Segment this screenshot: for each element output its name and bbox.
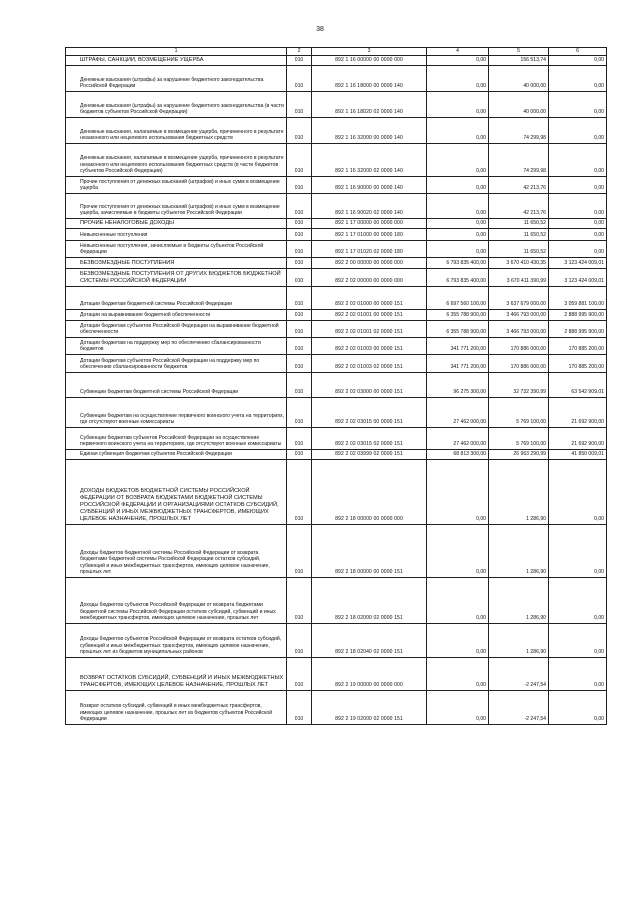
row-executed-cell: 3 466 793 000,00 bbox=[489, 310, 549, 321]
row-unexecuted-cell: 3 059 881 100,00 bbox=[549, 287, 607, 310]
row-executed-cell: 11 650,52 bbox=[489, 241, 549, 258]
row-unexecuted-cell: 21 692 900,00 bbox=[549, 398, 607, 428]
row-line-code-cell: 010 bbox=[287, 373, 312, 398]
table-header bbox=[66, 48, 607, 56]
row-line-code-cell: 010 bbox=[287, 691, 312, 725]
table-row bbox=[66, 92, 607, 118]
row-approved-cell: 0,00 bbox=[427, 658, 489, 691]
row-line-code-cell: 010 bbox=[287, 144, 312, 177]
table-row bbox=[66, 56, 607, 66]
row-name-cell: Доходы бюджетов субъектов Российской Федерации от возврата бюджетами бюджетной системы Российской Федерации остатков субсидий, субвенций и иных межбюджетных трансфертов, имеющих целевое назначение, прошлых лет bbox=[66, 578, 287, 624]
row-unexecuted-cell: 0,00 bbox=[549, 177, 607, 194]
column-header: 1 bbox=[66, 48, 287, 56]
row-unexecuted-cell: 0,00 bbox=[549, 144, 607, 177]
row-name-cell: БЕЗВОЗМЕЗДНЫЕ ПОСТУПЛЕНИЯ ОТ ДРУГИХ БЮДЖЕТОВ БЮДЖЕТНОЙ СИСТЕМЫ РОССИЙСКОЙ ФЕДЕРАЦИИ bbox=[66, 269, 287, 287]
row-executed-cell: 11 650,52 bbox=[489, 219, 549, 229]
row-classification-code-cell: 892 1 17 01000 00 0000 180 bbox=[312, 229, 427, 241]
row-classification-code-cell: 892 2 02 01001 00 0000 151 bbox=[312, 310, 427, 321]
row-line-code-cell: 010 bbox=[287, 321, 312, 338]
row-approved-cell: 0,00 bbox=[427, 460, 489, 525]
row-name-cell: Дотации бюджетам бюджетной системы Российской Федерации bbox=[66, 287, 287, 310]
row-approved-cell: 27 462 000,00 bbox=[427, 398, 489, 428]
table-row bbox=[66, 144, 607, 177]
row-approved-cell: 6 793 835 400,00 bbox=[427, 258, 489, 269]
table-row bbox=[66, 194, 607, 219]
row-classification-code-cell: 892 1 16 32000 00 0000 140 bbox=[312, 118, 427, 144]
row-name-cell: Прочие поступления от денежных взысканий (штрафов) и иных сумм в возмещение ущерба bbox=[66, 177, 287, 194]
row-line-code-cell: 010 bbox=[287, 258, 312, 269]
row-executed-cell: 3 670 410 430,35 bbox=[489, 258, 549, 269]
row-classification-code-cell: 892 2 19 02000 02 0000 151 bbox=[312, 691, 427, 725]
row-executed-cell: 170 886 000,00 bbox=[489, 355, 549, 373]
row-classification-code-cell: 892 2 02 03015 00 0000 151 bbox=[312, 398, 427, 428]
row-unexecuted-cell: 2 888 995 900,00 bbox=[549, 310, 607, 321]
row-classification-code-cell: 892 2 02 03015 02 0000 151 bbox=[312, 428, 427, 450]
row-executed-cell: 40 000,00 bbox=[489, 92, 549, 118]
table-row bbox=[66, 321, 607, 338]
row-unexecuted-cell: 170 885 200,00 bbox=[549, 338, 607, 355]
row-approved-cell: 0,00 bbox=[427, 525, 489, 578]
row-name-cell: Денежные взыскания, налагаемые в возмещение ущерба, причиненного в результате незаконного или нецелевого использования бюджетных средств (в части бюджетов субъектов Российской Федерации) bbox=[66, 144, 287, 177]
row-classification-code-cell: 892 2 02 01003 00 0000 151 bbox=[312, 338, 427, 355]
row-executed-cell: 1 286,90 bbox=[489, 578, 549, 624]
column-header: 4 bbox=[427, 48, 489, 56]
table-row bbox=[66, 525, 607, 578]
table-row bbox=[66, 229, 607, 241]
row-name-cell: Субвенции бюджетам субъектов Российской Федерации на осуществление первичного воинского учета на территориях, где отсутствуют военные комиссариаты bbox=[66, 428, 287, 450]
row-name-cell: Дотации бюджетам субъектов Российской Федерации на выравнивание бюджетной обеспеченности bbox=[66, 321, 287, 338]
column-header: 3 bbox=[312, 48, 427, 56]
table-row bbox=[66, 373, 607, 398]
row-name-cell: Единая субвенция бюджетам субъектов Российской Федерации bbox=[66, 450, 287, 460]
table-row bbox=[66, 258, 607, 269]
row-approved-cell: 341 771 200,00 bbox=[427, 338, 489, 355]
row-approved-cell: 0,00 bbox=[427, 92, 489, 118]
row-line-code-cell: 010 bbox=[287, 460, 312, 525]
column-header: 2 bbox=[287, 48, 312, 56]
row-classification-code-cell: 892 2 18 00000 00 0000 000 bbox=[312, 460, 427, 525]
row-line-code-cell: 010 bbox=[287, 287, 312, 310]
table-row bbox=[66, 398, 607, 428]
row-unexecuted-cell: 3 123 424 009,01 bbox=[549, 269, 607, 287]
revenue-table bbox=[65, 47, 607, 725]
row-classification-code-cell: 892 2 02 03999 02 0000 151 bbox=[312, 450, 427, 460]
row-line-code-cell: 010 bbox=[287, 194, 312, 219]
table-row bbox=[66, 691, 607, 725]
table-row bbox=[66, 658, 607, 691]
row-approved-cell: 341 771 200,00 bbox=[427, 355, 489, 373]
row-unexecuted-cell: 0,00 bbox=[549, 118, 607, 144]
row-approved-cell: 6 793 835 400,00 bbox=[427, 269, 489, 287]
row-executed-cell: 32 732 390,99 bbox=[489, 373, 549, 398]
row-unexecuted-cell: 63 542 909,01 bbox=[549, 373, 607, 398]
row-line-code-cell: 010 bbox=[287, 355, 312, 373]
row-executed-cell: 3 670 411 390,99 bbox=[489, 269, 549, 287]
table-row bbox=[66, 310, 607, 321]
row-line-code-cell: 010 bbox=[287, 428, 312, 450]
table-row bbox=[66, 177, 607, 194]
row-name-cell: Дотации бюджетам на поддержку мер по обеспечению сбалансированности бюджетов bbox=[66, 338, 287, 355]
row-name-cell: Невыясненные поступления bbox=[66, 229, 287, 241]
table-row bbox=[66, 578, 607, 624]
row-executed-cell: 74 299,98 bbox=[489, 118, 549, 144]
row-classification-code-cell: 892 1 17 01020 02 0000 180 bbox=[312, 241, 427, 258]
column-header: 6 bbox=[549, 48, 607, 56]
row-unexecuted-cell: 0,00 bbox=[549, 691, 607, 725]
row-line-code-cell: 010 bbox=[287, 578, 312, 624]
row-name-cell: Дотации на выравнивание бюджетной обеспеченности bbox=[66, 310, 287, 321]
row-name-cell: Субвенции бюджетам бюджетной системы Российской Федерации bbox=[66, 373, 287, 398]
row-name-cell: Денежные взыскания (штрафы) за нарушение бюджетного законодательства Российской Федерации bbox=[66, 66, 287, 92]
row-approved-cell: 0,00 bbox=[427, 56, 489, 66]
row-unexecuted-cell: 0,00 bbox=[549, 460, 607, 525]
row-line-code-cell: 010 bbox=[287, 92, 312, 118]
row-executed-cell: 42 213,76 bbox=[489, 194, 549, 219]
row-line-code-cell: 010 bbox=[287, 66, 312, 92]
row-unexecuted-cell: 2 888 995 900,00 bbox=[549, 321, 607, 338]
row-line-code-cell: 010 bbox=[287, 398, 312, 428]
row-classification-code-cell: 892 2 02 00000 00 0000 000 bbox=[312, 269, 427, 287]
row-approved-cell: 0,00 bbox=[427, 66, 489, 92]
row-classification-code-cell: 892 1 16 32000 02 0000 140 bbox=[312, 144, 427, 177]
row-approved-cell: 0,00 bbox=[427, 118, 489, 144]
row-executed-cell: 1 286,90 bbox=[489, 460, 549, 525]
row-approved-cell: 0,00 bbox=[427, 241, 489, 258]
row-executed-cell: 74 299,98 bbox=[489, 144, 549, 177]
row-executed-cell: 3 466 793 000,00 bbox=[489, 321, 549, 338]
row-approved-cell: 0,00 bbox=[427, 219, 489, 229]
row-name-cell: Денежные взыскания, налагаемые в возмещение ущерба, причиненного в результате незаконного или нецелевого использования бюджетных средств bbox=[66, 118, 287, 144]
row-unexecuted-cell: 0,00 bbox=[549, 624, 607, 658]
row-executed-cell: 170 886 000,00 bbox=[489, 338, 549, 355]
row-unexecuted-cell: 0,00 bbox=[549, 56, 607, 66]
row-unexecuted-cell: 0,00 bbox=[549, 194, 607, 219]
table-row bbox=[66, 355, 607, 373]
row-line-code-cell: 010 bbox=[287, 177, 312, 194]
row-executed-cell: 156 513,74 bbox=[489, 56, 549, 66]
row-unexecuted-cell: 3 123 424 009,01 bbox=[549, 258, 607, 269]
row-approved-cell: 0,00 bbox=[427, 144, 489, 177]
row-name-cell: ВОЗВРАТ ОСТАТКОВ СУБСИДИЙ, СУБВЕНЦИЙ И ИНЫХ МЕЖБЮДЖЕТНЫХ ТРАНСФЕРТОВ, ИМЕЮЩИХ ЦЕЛЕВОЕ НАЗНАЧЕНИЕ, ПРОШЛЫХ ЛЕТ bbox=[66, 658, 287, 691]
row-name-cell: Невыясненные поступления, зачисляемые в бюджеты субъектов Российской Федерации bbox=[66, 241, 287, 258]
row-classification-code-cell: 892 2 19 00000 00 0000 000 bbox=[312, 658, 427, 691]
row-classification-code-cell: 892 1 16 90020 02 0000 140 bbox=[312, 194, 427, 219]
row-classification-code-cell: 892 1 16 18000 00 0000 140 bbox=[312, 66, 427, 92]
row-approved-cell: 96 275 300,00 bbox=[427, 373, 489, 398]
row-classification-code-cell: 892 2 18 00000 00 0000 151 bbox=[312, 525, 427, 578]
row-classification-code-cell: 892 1 17 00000 00 0000 000 bbox=[312, 219, 427, 229]
page-number: 38 bbox=[316, 26, 324, 33]
row-executed-cell: 1 286,90 bbox=[489, 624, 549, 658]
row-approved-cell: 68 813 300,00 bbox=[427, 450, 489, 460]
table-row bbox=[66, 118, 607, 144]
row-executed-cell: 1 286,90 bbox=[489, 525, 549, 578]
row-name-cell: Возврат остатков субсидий, субвенций и иных межбюджетных трансфертов, имеющих целевое назначение, прошлых лет из бюджетов субъектов Российской Федерации bbox=[66, 691, 287, 725]
row-name-cell: БЕЗВОЗМЕЗДНЫЕ ПОСТУПЛЕНИЯ bbox=[66, 258, 287, 269]
row-name-cell: ПРОЧИЕ НЕНАЛОГОВЫЕ ДОХОДЫ bbox=[66, 219, 287, 229]
row-approved-cell: 0,00 bbox=[427, 624, 489, 658]
row-classification-code-cell: 892 2 02 01001 02 0000 151 bbox=[312, 321, 427, 338]
row-unexecuted-cell: 0,00 bbox=[549, 241, 607, 258]
row-name-cell: Доходы бюджетов бюджетной системы Российской Федерации от возврата бюджетами бюджетной системы Российской Федерации остатков субсидий, субвенций и иных межбюджетных трансфертов, имеющих целевое назначение, прошлых лет bbox=[66, 525, 287, 578]
row-unexecuted-cell: 0,00 bbox=[549, 92, 607, 118]
row-unexecuted-cell: 0,00 bbox=[549, 658, 607, 691]
row-unexecuted-cell: 170 885 200,00 bbox=[549, 355, 607, 373]
row-classification-code-cell: 892 2 02 01003 02 0000 151 bbox=[312, 355, 427, 373]
row-approved-cell: 0,00 bbox=[427, 578, 489, 624]
row-executed-cell: 11 650,52 bbox=[489, 229, 549, 241]
row-line-code-cell: 010 bbox=[287, 338, 312, 355]
row-approved-cell: 6 355 788 900,00 bbox=[427, 321, 489, 338]
row-classification-code-cell: 892 1 16 90000 00 0000 140 bbox=[312, 177, 427, 194]
row-line-code-cell: 010 bbox=[287, 118, 312, 144]
row-line-code-cell: 010 bbox=[287, 658, 312, 691]
row-executed-cell: 5 769 100,00 bbox=[489, 428, 549, 450]
row-unexecuted-cell: 41 850 009,01 bbox=[549, 450, 607, 460]
row-executed-cell: 42 213,76 bbox=[489, 177, 549, 194]
row-classification-code-cell: 892 2 18 02040 02 0000 151 bbox=[312, 624, 427, 658]
row-name-cell: Прочие поступления от денежных взысканий (штрафов) и иных сумм в возмещение ущерба, зачисляемые в бюджеты субъектов Российской Федерации bbox=[66, 194, 287, 219]
row-line-code-cell: 010 bbox=[287, 310, 312, 321]
row-executed-cell: -2 247,54 bbox=[489, 691, 549, 725]
row-unexecuted-cell: 0,00 bbox=[549, 229, 607, 241]
row-line-code-cell: 010 bbox=[287, 525, 312, 578]
row-line-code-cell: 010 bbox=[287, 624, 312, 658]
row-unexecuted-cell: 0,00 bbox=[549, 219, 607, 229]
row-approved-cell: 0,00 bbox=[427, 691, 489, 725]
row-approved-cell: 27 462 000,00 bbox=[427, 428, 489, 450]
row-line-code-cell: 010 bbox=[287, 219, 312, 229]
row-line-code-cell: 010 bbox=[287, 229, 312, 241]
table-row bbox=[66, 428, 607, 450]
row-approved-cell: 0,00 bbox=[427, 194, 489, 219]
table-row bbox=[66, 460, 607, 525]
row-executed-cell: 40 000,00 bbox=[489, 66, 549, 92]
row-executed-cell: 3 637 679 000,00 bbox=[489, 287, 549, 310]
row-approved-cell: 0,00 bbox=[427, 177, 489, 194]
row-unexecuted-cell: 0,00 bbox=[549, 525, 607, 578]
table-row bbox=[66, 450, 607, 460]
row-name-cell: Субвенции бюджетам на осуществление первичного воинского учета на территориях, где отсутствуют военные комиссариаты bbox=[66, 398, 287, 428]
table-body bbox=[66, 56, 607, 725]
row-approved-cell: 0,00 bbox=[427, 229, 489, 241]
row-classification-code-cell: 892 2 02 01000 00 0000 151 bbox=[312, 287, 427, 310]
table-row bbox=[66, 66, 607, 92]
row-name-cell: Денежные взыскания (штрафы) за нарушение бюджетного законодательства (в части бюджетов субъектов Российской Федерации) bbox=[66, 92, 287, 118]
row-unexecuted-cell: 0,00 bbox=[549, 578, 607, 624]
row-line-code-cell: 010 bbox=[287, 56, 312, 66]
row-line-code-cell: 010 bbox=[287, 241, 312, 258]
row-line-code-cell: 010 bbox=[287, 269, 312, 287]
row-classification-code-cell: 892 1 16 00000 00 0000 000 bbox=[312, 56, 427, 66]
row-classification-code-cell: 892 2 18 02000 02 0000 151 bbox=[312, 578, 427, 624]
row-executed-cell: 26 963 290,99 bbox=[489, 450, 549, 460]
row-unexecuted-cell: 21 692 900,00 bbox=[549, 428, 607, 450]
table-row bbox=[66, 624, 607, 658]
row-executed-cell: -2 247,54 bbox=[489, 658, 549, 691]
column-header: 5 bbox=[489, 48, 549, 56]
row-name-cell: Доходы бюджетов субъектов Российской Федерации от возврата остатков субсидий, субвенций и иных межбюджетных трансфертов, имеющих целевое назначение, прошлых лет из бюджетов муниципальных районов bbox=[66, 624, 287, 658]
row-classification-code-cell: 892 1 16 18020 02 0000 140 bbox=[312, 92, 427, 118]
row-classification-code-cell: 892 2 02 03000 00 0000 151 bbox=[312, 373, 427, 398]
row-unexecuted-cell: 0,00 bbox=[549, 66, 607, 92]
table-row bbox=[66, 269, 607, 287]
row-approved-cell: 6 355 788 900,00 bbox=[427, 310, 489, 321]
row-name-cell: Дотации бюджетам субъектов Российской Федерации на поддержку мер по обеспечению сбалансированности бюджетов bbox=[66, 355, 287, 373]
row-executed-cell: 5 769 100,00 bbox=[489, 398, 549, 428]
row-name-cell: ШТРАФЫ, САНКЦИИ, ВОЗМЕЩЕНИЕ УЩЕРБА bbox=[66, 56, 287, 66]
table-row bbox=[66, 338, 607, 355]
row-classification-code-cell: 892 2 00 00000 00 0000 000 bbox=[312, 258, 427, 269]
row-line-code-cell: 010 bbox=[287, 450, 312, 460]
table-row bbox=[66, 287, 607, 310]
table-row bbox=[66, 219, 607, 229]
row-name-cell: ДОХОДЫ БЮДЖЕТОВ БЮДЖЕТНОЙ СИСТЕМЫ РОССИЙСКОЙ ФЕДЕРАЦИИ ОТ ВОЗВРАТА БЮДЖЕТАМИ БЮДЖЕТНОЙ СИСТЕМЫ РОССИЙСКОЙ ФЕДЕРАЦИИ И ОРГАНИЗАЦИЯМИ ОСТАТКОВ СУБСИДИЙ, СУБВЕНЦИЙ И ИНЫХ МЕЖБЮДЖЕТНЫХ ТРАНСФЕРТОВ, ИМЕЮЩИХ ЦЕЛЕВОЕ НАЗНАЧЕНИЕ, ПРОШЛЫХ ЛЕТ bbox=[66, 460, 287, 525]
table-row bbox=[66, 241, 607, 258]
row-approved-cell: 6 697 560 100,00 bbox=[427, 287, 489, 310]
